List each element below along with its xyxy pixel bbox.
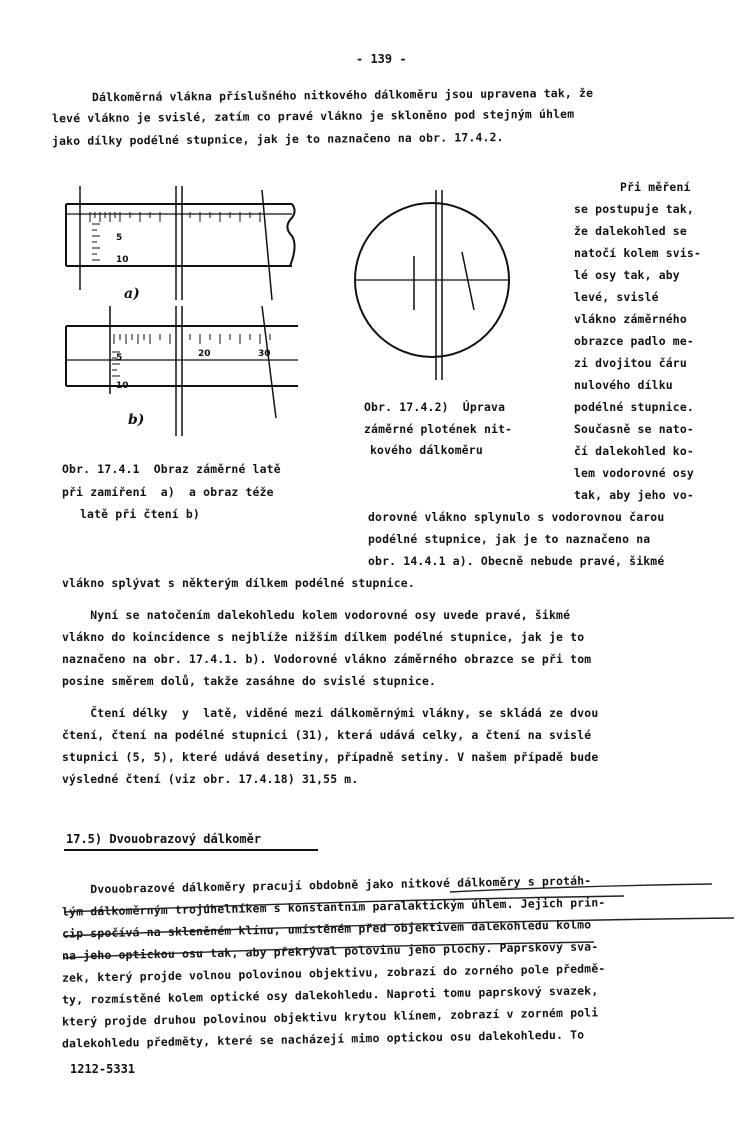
- body-line: Dvouobrazové dálkoměry pracují obdobně jako nitkové dálkoměry s protáh-: [61, 873, 592, 897]
- scale-mark: 10: [116, 381, 129, 391]
- side-column-line: Při měření: [620, 180, 691, 194]
- footer-code: 1212-5331: [70, 1062, 136, 1076]
- body-line: posine směrem dolů, takže zasáhne do svislé stupnice.: [62, 674, 437, 688]
- underline-2: [64, 896, 624, 912]
- figure-caption-right: kového dálkoměru: [370, 443, 483, 457]
- body-line: čtení, čtení na podélné stupnici (31), která udává celky, a čtení na svislé: [62, 728, 592, 742]
- body-line: který projde druhou polovinou objektivu krytou klínem, zobrazí v zorném poli: [61, 1005, 599, 1029]
- figure-label-b: b): [128, 412, 145, 428]
- side-column-line: vlákno záměrného: [574, 312, 687, 326]
- body-line: zek, který projde volnou polovinou objektivu, zobrazí do zorného pole předmě-: [61, 961, 606, 985]
- figure-caption-right: záměrné plotének nit-: [364, 422, 513, 436]
- side-column-line: lem vodorovné osy: [574, 466, 694, 480]
- side-column-line: zi dvojitou čáru: [574, 356, 687, 370]
- body-line: stupnici (5, 5), které udává desetiny, případně setiny. V našem případě bude: [62, 750, 599, 764]
- side-column-line: že dalekohled se: [574, 224, 687, 238]
- scale-mark: 10: [116, 255, 129, 265]
- body-line: Nyní se natočením dalekohledu kolem vodorovné osy uvede pravé, šikmé: [62, 608, 571, 622]
- body-line: Čtení délky y latě, viděné mezi dálkoměrnými vlákny, se skládá ze dvou: [62, 706, 599, 720]
- intro-line: levé vlákno je svislé, zatím co pravé vlákno je skloněno pod stejným úhlem: [51, 106, 575, 126]
- scale-mark: 5: [116, 353, 123, 363]
- side-column-line: lé osy tak, aby: [574, 268, 680, 282]
- side-column-line: natočí kolem svis-: [574, 246, 702, 260]
- scale-mark: 30: [258, 349, 271, 359]
- intro-line: jako dílky podélné stupnice, jak je to naznačeno na obr. 17.4.2.: [51, 130, 504, 148]
- figure-caption-right: Obr. 17.4.2) Úprava: [364, 400, 506, 414]
- side-column-line: čí dalekohled ko-: [574, 444, 694, 458]
- side-column-line: obrazce padlo me-: [574, 334, 694, 348]
- underline-1: [450, 884, 712, 892]
- scale-mark: 20: [198, 349, 211, 359]
- underline-3: [64, 918, 734, 936]
- page-number: - 139 -: [356, 52, 407, 66]
- side-column-line: se postupuje tak,: [574, 202, 694, 216]
- scale-mark: 5: [116, 233, 123, 243]
- side-column-line: levé, svislé: [574, 290, 659, 304]
- continuation-line: dorovné vlákno splynulo s vodorovnou čarou: [368, 510, 665, 524]
- body-line: ty, rozmístěné kolem optické osy dalekohledu. Naproti tomu paprskový svazek,: [61, 983, 599, 1007]
- body-line: naznačeno na obr. 17.4.1. b). Vodorovné vlákno záměrného obrazce se při tom: [62, 652, 592, 666]
- side-column-line: tak, aby jeho vo-: [574, 488, 694, 502]
- intro-line: Dálkoměrná vlákna příslušného nitkového dálkoměru jsou upravena tak, že: [91, 85, 594, 105]
- body-line: cip spočívá na skleněném klínu, umístěném před objektivem dalekohledu kolmo: [61, 917, 592, 941]
- body-line: vlákno splývat s některým dílkem podélné stupnice.: [62, 576, 415, 590]
- section-heading: 17.5) Dvouobrazový dálkoměr: [66, 832, 262, 846]
- figure-caption-left: Obr. 17.4.1 Obraz záměrné latě: [62, 462, 281, 476]
- figure-caption-left: latě při čtení b): [80, 507, 200, 521]
- side-column-line: nulového dílku: [574, 378, 673, 392]
- side-column-line: podélné stupnice.: [574, 400, 694, 414]
- body-line: výsledné čtení (viz obr. 17.4.18) 31,55 m.: [62, 772, 359, 786]
- body-line: vlákno do koincidence s nejblíže nižším dílkem podélné stupnice, jak je to: [62, 630, 585, 644]
- continuation-line: podélné stupnice, jak je to naznačeno na: [368, 532, 651, 546]
- side-column-line: Současně se nato-: [574, 422, 694, 436]
- body-line: lým dálkoměrným trojúhelníkem s konstantním paralaktickým úhlem. Jejich prin-: [61, 895, 606, 919]
- body-line: dalekohledu předměty, které se nacházejí mimo optickou osu dalekohledu. To: [61, 1027, 585, 1051]
- figure-label-a: a): [124, 286, 140, 302]
- underline-4: [64, 942, 594, 958]
- body-line: na jeho optickou osu tak, aby překrýval polovinu jeho plochy. Paprskový sva-: [61, 939, 599, 963]
- figure-caption-left: při zamíření a) a obraz téže: [62, 485, 274, 499]
- continuation-line: obr. 14.4.1 a). Obecně nebude pravé, šikmé: [368, 554, 665, 568]
